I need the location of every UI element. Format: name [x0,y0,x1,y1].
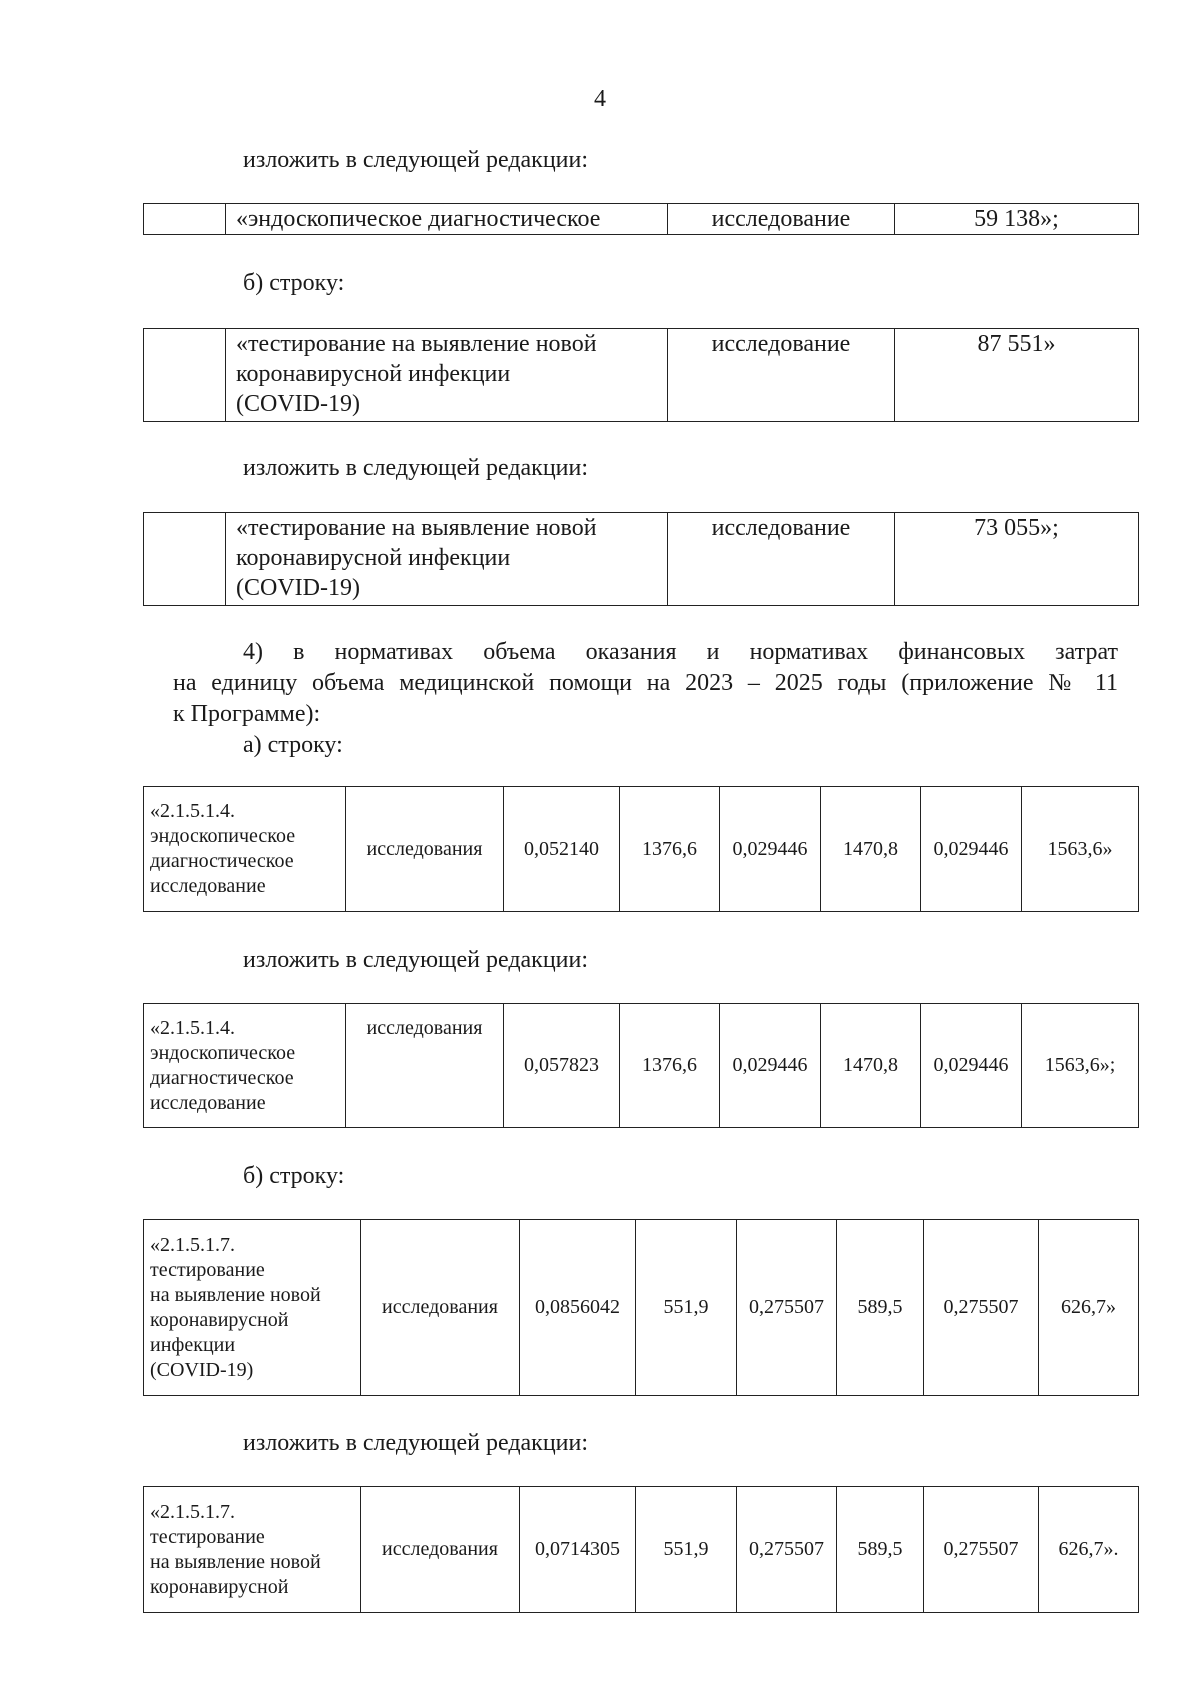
value-cell: 1563,6»; [1022,1004,1139,1128]
row-name [144,1004,346,1128]
unit-cell: исследование [668,329,895,422]
section-4-line-2: на единицу объема медицинской помощи на 2023 – 2025 годы (приложение № 11 [173,670,1118,696]
desc-line: «тестирование на выявление новой [236,515,597,541]
value-cell: 0,275507 [737,1220,837,1396]
table-norms-endoscopic-old [143,786,1139,912]
name-line: исследование [150,1091,266,1114]
desc-line: коронавирусной инфекции [236,361,511,387]
name-line: диагностическое [150,1066,294,1089]
section-4-line-1: 4) в нормативах объема оказания и нормативах финансовых затрат [243,639,1118,665]
unit-cell: исследования [361,1220,520,1396]
unit-cell: исследование [668,204,895,235]
name-line: «2.1.5.1.7. [150,1233,235,1256]
service-description [226,513,668,606]
item-a-label: а) строку: [243,732,343,758]
empty-cell [144,329,226,422]
unit-cell: исследования [346,1004,504,1128]
value-cell: 626,7» [1039,1220,1139,1396]
instruction-text: изложить в следующей редакции: [243,947,589,973]
name-line: «2.1.5.1.4. [150,1016,235,1039]
empty-cell [144,204,226,235]
value-cell: 0,029446 [921,787,1022,912]
name-line: инфекции [150,1333,236,1356]
name-line: диагностическое [150,850,294,872]
desc-line: (COVID-19) [236,575,360,601]
row-name [144,787,346,912]
table-norms-covid-new [143,1486,1139,1613]
service-description: «эндоскопическое диагностическое [226,204,668,235]
value-cell: 87 551» [895,329,1139,422]
value-cell: 0,057823 [504,1004,620,1128]
value-cell: 551,9 [636,1220,737,1396]
name-line: на выявление новой [150,1550,321,1573]
value-cell: 0,052140 [504,787,620,912]
desc-line: (COVID-19) [236,391,360,417]
name-line: (COVID-19) [150,1358,254,1381]
value-cell: 0,275507 [924,1487,1039,1613]
value-cell: 589,5 [837,1487,924,1613]
value-cell: 0,0714305 [520,1487,636,1613]
name-line: тестирование [150,1258,265,1281]
name-line: исследование [150,875,266,897]
unit-cell: исследование [668,513,895,606]
value-cell: 1470,8 [821,787,921,912]
table-norms-covid-old [143,1219,1139,1396]
name-line: «2.1.5.1.4. [150,800,235,822]
service-description [226,329,668,422]
desc-line: коронавирусной инфекции [236,545,511,571]
name-line: эндоскопическое [150,825,296,847]
name-line: коронавирусной [150,1308,289,1331]
name-line: эндоскопическое [150,1041,296,1064]
name-line: на выявление новой [150,1283,321,1306]
value-cell: 73 055»; [895,513,1139,606]
name-line: тестирование [150,1525,265,1548]
value-cell: 59 138»; [895,204,1139,235]
value-cell: 626,7». [1039,1487,1139,1613]
value-cell: 1470,8 [821,1004,921,1128]
value-cell: 1376,6 [620,787,720,912]
table-covid-new [143,512,1139,606]
empty-cell [144,513,226,606]
value-cell: 0,275507 [737,1487,837,1613]
value-cell: 0,0856042 [520,1220,636,1396]
instruction-text: изложить в следующей редакции: [243,1430,589,1456]
name-line: «2.1.5.1.7. [150,1500,235,1523]
item-b-label: б) строку: [243,1163,345,1189]
instruction-text: изложить в следующей редакции: [243,455,589,481]
instruction-text: изложить в следующей редакции: [243,147,589,173]
row-name [144,1487,361,1613]
value-cell: 0,029446 [720,787,821,912]
table-norms-endoscopic-new [143,1003,1139,1128]
name-line: коронавирусной [150,1575,289,1598]
page-number: 4 [594,86,606,112]
value-cell: 551,9 [636,1487,737,1613]
item-b-label: б) строку: [243,270,345,296]
desc-line: «тестирование на выявление новой [236,331,597,357]
table-covid-old [143,328,1139,422]
value-cell: 0,029446 [720,1004,821,1128]
table-endoscopic-new [143,203,1139,235]
row-name [144,1220,361,1396]
section-4-line-3: к Программе): [173,701,321,727]
value-cell: 0,275507 [924,1220,1039,1396]
unit-cell: исследования [346,787,504,912]
value-cell: 589,5 [837,1220,924,1396]
value-cell: 0,029446 [921,1004,1022,1128]
value-cell: 1563,6» [1022,787,1139,912]
unit-cell: исследования [361,1487,520,1613]
value-cell: 1376,6 [620,1004,720,1128]
